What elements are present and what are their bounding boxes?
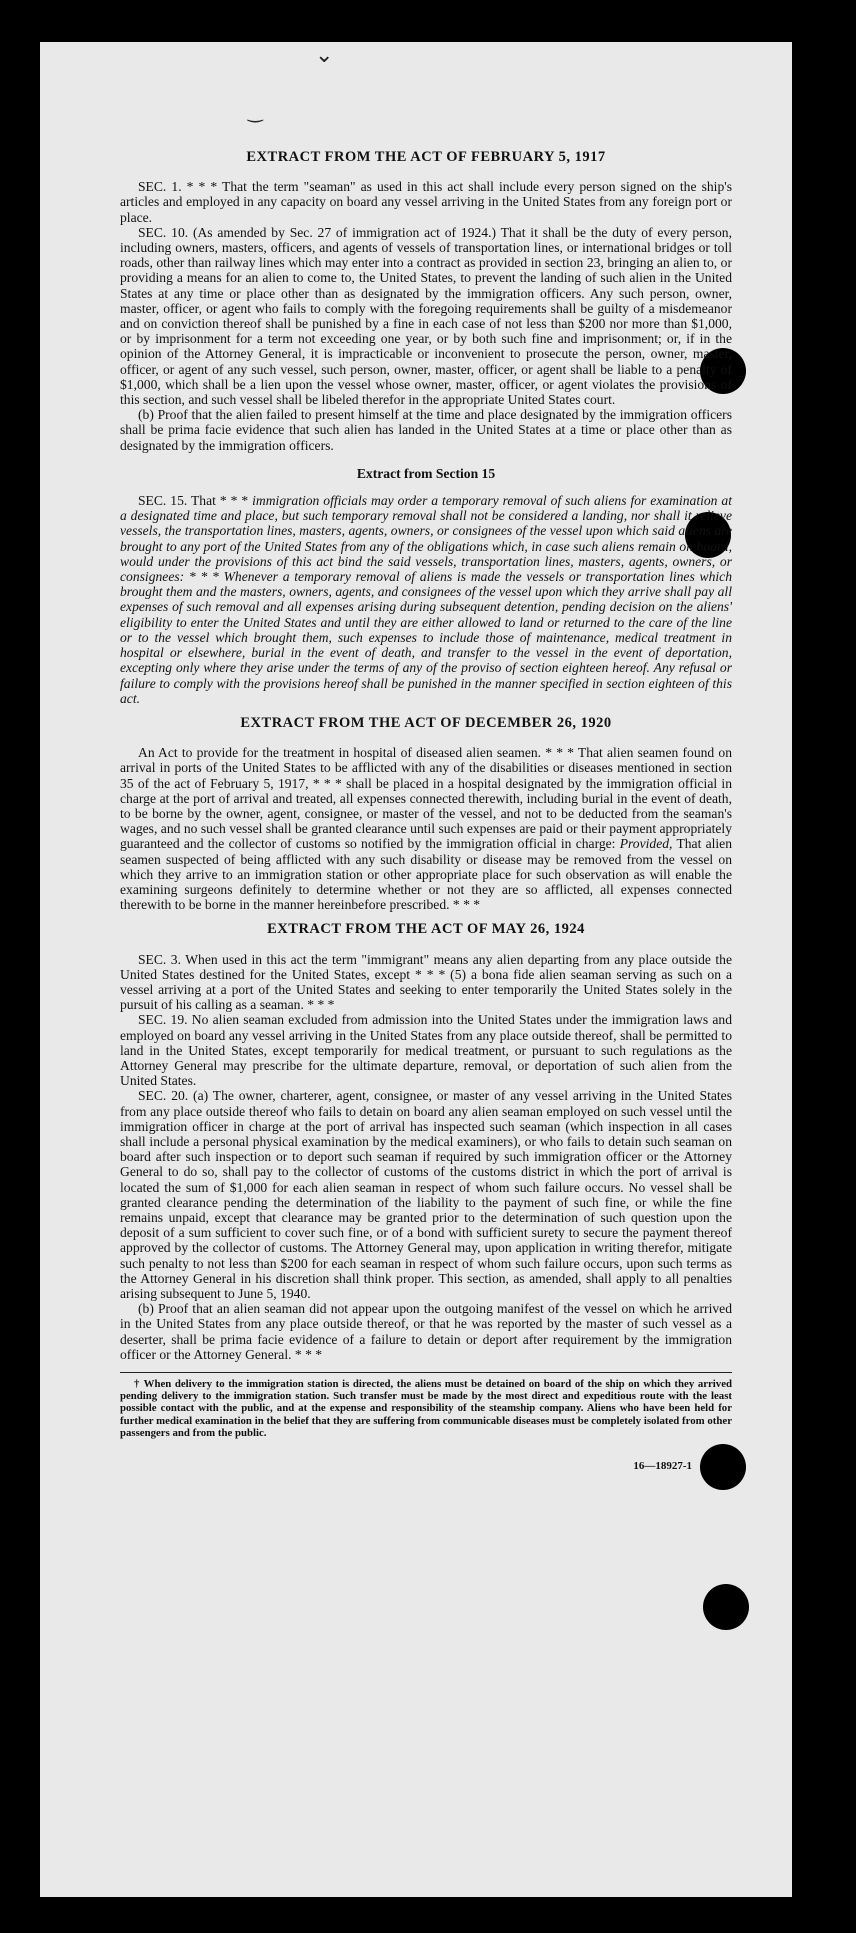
proviso: Provided, [619,836,673,852]
paragraph: SEC. 20. (a) The owner, charterer, agent, consignee, or master of any vessel arriving in the United States from any place outside thereof who fails to detain on board any alien seaman employed on such vessel until the immigration officer in charge at the port of arrival has inspected such seaman (which inspection in all cases shall include a personal physical examination by the medical examiners), or who fails to detain such seaman on board after such inspection or to deport such seaman if required by such immigration officer or the Attorney General to do so, shall pay to the collector of customs of the customs district in which the port of arrival is located the sum of $1,000 for each alien seaman in respect of whom such failure occurs. No vessel shall be granted clearance pending the determination of the liability to the payment of such fine, or while the fine remains unpaid, except that clearance may be granted prior to the determination of such question upon the deposit of a sum sufficient to cover such fine, or of a bond with sufficient surety to secure the payment thereof approved by the collector of customs. The Attorney General may, upon application in writing therefor, mitigate such penalty to not less than $200 for each seaman in respect of whom such failure occurs, upon such terms as the Attorney General in his discretion shall think proper. This section, as amended, shall apply to all penalties arising subsequent to June 5, 1940. [120,1088,732,1302]
subsection-heading: Extract from Section 15 [356,465,496,481]
paragraph [120,745,732,912]
pen-mark: ‿ [248,102,263,122]
footnote-text: † When delivery to the immigration station is directed, the aliens must be detained on board of the ship on which they arrived pending delivery to the immigration station. Such transfer must be made by the most direct and expeditious route with the least possible contact with the public, and at the expense and responsibility of the steamship company. Aliens who have been held for further medical examination in the belief that they are suffering from communicable diseases must be completely isolated from other passengers and from the public. [120,1378,732,1439]
footnote [120,1372,732,1439]
italic-text: immigration officials may order a temporary removal of such aliens for examination at a designated time and place, but such temporary removal shall not be considered a landing, nor shall it relieve vessels, the transportation lines, masters, agents, owners, or consignees of the vessel upon which said aliens are brought to any port of the United States from any of the obligations which, in case such aliens remain on board, would under the provisions of this act bind the said vessels, transportation lines, masters, agents, owners, or consignees: * * * Whenever a temporary removal of aliens is made the vessels or transportation lines which brought them and the masters, owners, agents, and consignees of the vessel upon which they arrive shall pay all expenses of such removal and all expenses arising during subsequent detention, pending decision on the aliens' eligibility to enter the United States and until they are either allowed to land or returned to the care of the line or to the vessel which brought them, such expenses to include those of maintenance, medical treatment in hospital or elsewhere, burial in the event of death, and transfer to the vessel in the event of deportation, excepting only where they arise under the terms of any of the proviso of section eighteen hereof. Any refusal or failure to comply with the provisions hereof shall be punished in the manner specified in section eighteen of this act. [120,493,733,706]
section-lead: SEC. 15. That * * * [138,493,249,509]
paragraph: (b) Proof that the alien failed to present himself at the time and place designated by the immigration officers shall be prima facie evidence that such alien has landed in the United States at a time or place other than as designated by the immigration officers. [120,407,732,453]
section-heading: EXTRACT FROM THE ACT OF DECEMBER 26, 1920 [240,714,612,731]
paragraph: SEC. 19. No alien seaman excluded from admission into the United States under the immigration laws and employed on board any vessel arriving in the United States from any place outside thereof, shall be permitted to land in the United States, except temporarily for medical treatment, or pursuant to such regulations as the Attorney General may prescribe for the ultimate departure, removal, or deportation of such alien from the United States. [120,1012,732,1089]
paragraph: (b) Proof that an alien seaman did not appear upon the outgoing manifest of the vessel on which he arrived in the United States from any place outside thereof, or that he was reported by the master of such vessel as a deserter, shall be prima facie evidence of a failure to detain or deport after requirement by the immigration officer or the Attorney General. * * * [120,1301,732,1362]
paragraph: SEC. 1. * * * That the term "seaman" as used in this act shall include every person signed on the ship's articles and employed in any capacity on board any vessel arriving in the United States from any foreign port or place. [120,179,732,225]
text: That alien seamen suspected of being afflicted with any such disability or disease may be removed from the vessel on which they arrive to an immigration station or other appropriate place for such observation as will enable the examining surgeons definitely to determine whether or not they are so afflicted, all expenses connected therewith to be borne in the manner hereinbefore prescribed. * * * [120,836,733,913]
document-page [40,42,792,1897]
pen-mark: ⌄ [315,42,334,67]
document-body [120,150,732,1474]
paragraph: SEC. 10. (As amended by Sec. 27 of immigration act of 1924.) That it shall be the duty of every person, including owners, masters, officers, and agents of vessels of transportation lines, or international bridges or toll roads, other than railway lines which may enter into a contract as provided in section 23, bringing an alien to, or providing a means for an alien to come to, the United States, to prevent the landing of such alien in the United States at any time or place other than as designated by the immigration officers. Any such person, owner, master, officer, or agent who fails to comply with the foregoing requirements shall be guilty of a misdemeanor and on conviction thereof shall be punished by a fine in each case of not less than $200 nor more than $1,000, or by imprisonment for a term not exceeding one year, or by both such fine and imprisonment; or, if in the opinion of the Attorney General, it is impracticable or inconvenient to prosecute the person, owner, master, officer, or agent of any such vessel, such person, owner, master, officer, or agent shall be liable to a penalty of $1,000, which shall be a lien upon the vessel whose owner, master, officer, or agent violates the provisions of this section, and such vessel shall be libeled therefor in the appropriate United States court. [120,224,732,408]
form-number: 16—18927-1 [633,1460,692,1473]
paragraph [120,493,732,706]
section-heading: EXTRACT FROM THE ACT OF MAY 26, 1924 [267,921,585,938]
section-heading: EXTRACT FROM THE ACT OF FEBRUARY 5, 1917 [246,149,606,165]
paragraph: SEC. 3. When used in this act the term "immigrant" means any alien departing from any place outside the United States destined for the United States, except * * * (5) a bona fide alien seaman serving as such on a vessel arriving at a port of the United States and seeking to enter temporarily the United States solely in the pursuit of his calling as a seaman. * * * [120,951,732,1013]
punch-hole [703,1584,749,1630]
text: An Act to provide for the treatment in hospital of diseased alien seamen. * * * That alien seamen found on arrival in ports of the United States to be afflicted with any of the disabilities or diseases mentioned in section 35 of the act of February 5, 1917, * * * shall be placed in a hospital designated by the immigration official in charge at the port of arrival and treated, all expenses connected therewith, including burial in the event of death, to be borne by the owner, agent, consignee, or master of the vessel, and not to be deducted from the seaman's wages, and no such vessel shall be granted clearance until such expenses are paid or their payment appropriately guaranteed and the collector of customs so notified by the immigration official in charge: [120,745,732,852]
